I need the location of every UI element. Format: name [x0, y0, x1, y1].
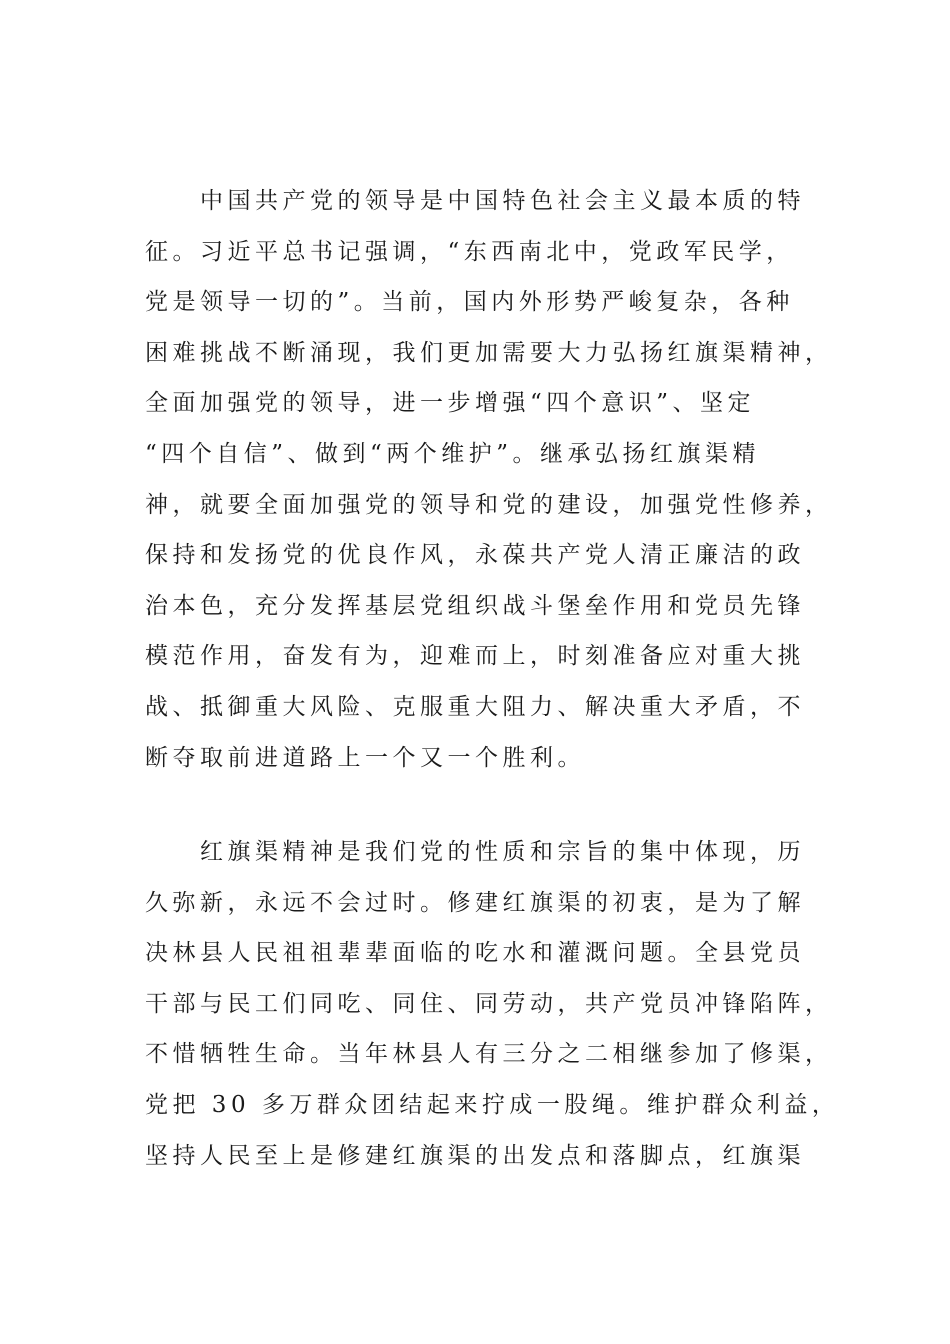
text-line: 治本色，充分发挥基层党组织战斗堡垒作用和党员先锋 — [145, 592, 805, 619]
text-line: 困难挑战不断涌现，我们更加需要大力弘扬红旗渠精神， — [145, 339, 833, 366]
text-line: 干部与民工们同吃、同住、同劳动，共产党员冲锋陷阵， — [145, 990, 833, 1017]
text-line: 党是领导一切的”。当前，国内外形势严峻复杂，各种 — [145, 289, 794, 316]
text-line: 中国共产党的领导是中国特色社会主义最本质的特 — [145, 188, 805, 214]
text-line: 党把 30 多万群众团结起来拧成一股绳。维护群众利益， — [145, 1091, 840, 1118]
text-line: 决林县人民祖祖辈辈面临的吃水和灌溉问题。全县党员 — [145, 940, 805, 967]
text-line: 神，就要全面加强党的领导和党的建设，加强党性修养， — [145, 491, 833, 518]
text-line: 战、抵御重大风险、克服重大阻力、解决重大矛盾，不 — [145, 693, 805, 720]
text-line: 全面加强党的领导，进一步增强“四个意识”、坚定 — [145, 390, 756, 417]
text-line: 坚持人民至上是修建红旗渠的出发点和落脚点，红旗渠 — [145, 1142, 805, 1169]
text-line: 断夺取前进道路上一个又一个胜利。 — [145, 744, 585, 771]
text-line: 保持和发扬党的优良作风，永葆共产党人清正廉洁的政 — [145, 542, 805, 569]
text-line: 不惜牺牲生命。当年林县人有三分之二相继参加了修渠， — [145, 1041, 833, 1068]
text-line: “四个自信”、做到“两个维护”。继承弘扬红旗渠精 — [145, 440, 761, 467]
paragraph-party-leadership — [145, 176, 833, 783]
text-line: 模范作用，奋发有为，迎难而上，时刻准备应对重大挑 — [145, 643, 805, 670]
text-line: 红旗渠精神是我们党的性质和宗旨的集中体现，历 — [145, 839, 805, 865]
text-line: 久弥新，永远不会过时。修建红旗渠的初衷，是为了解 — [145, 889, 805, 916]
paragraph-red-flag-canal-spirit — [145, 827, 840, 1181]
text-line: 征。习近平总书记强调，“东西南北中，党政军民学， — [145, 238, 794, 265]
